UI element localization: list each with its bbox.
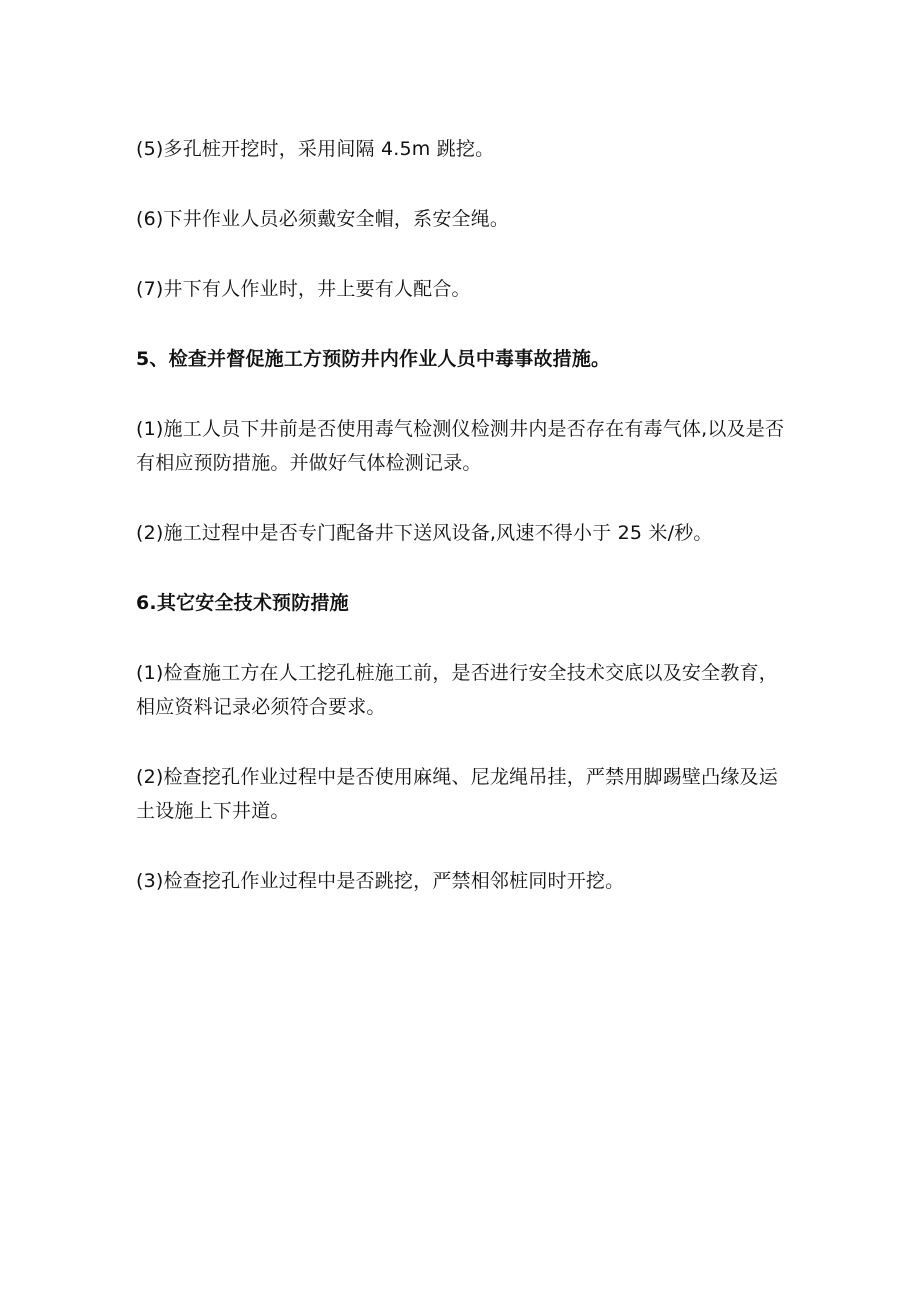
list-item-2-rope-usage: (2)检查挖孔作业过程中是否使用麻绳、尼龙绳吊挂，严禁用脚踢壁凸缘及运土设施上下井道。 (136, 766, 778, 822)
section-heading-5-poisoning-prevention: 5、检查并督促施工方预防井内作业人员中毒事故措施。 (136, 348, 611, 370)
list-item-1-gas-detection: (1)施工人员下井前是否使用毒气检测仪检测井内是否存在有毒气体,以及是否有相应预防措施。并做好气体检测记录。 (136, 418, 785, 474)
list-item-5-staggered-excavation: (5)多孔桩开挖时，采用间隔 4.5m 跳挖。 (136, 138, 495, 160)
document-body (136, 132, 796, 898)
list-item-2-ventilation: (2)施工过程中是否专门配备井下送风设备,风速不得小于 25 米/秒。 (136, 522, 713, 544)
list-item-3-skip-excavation: (3)检查挖孔作业过程中是否跳挖，严禁相邻桩同时开挖。 (136, 870, 625, 892)
list-item-6-safety-helmet: (6)下井作业人员必须戴安全帽，系安全绳。 (136, 208, 510, 230)
section-heading-6-other-measures: 6.其它安全技术预防措施 (136, 592, 349, 614)
list-item-7-surface-coordination: (7)井下有人作业时，井上要有人配合。 (136, 278, 471, 300)
list-item-1-safety-briefing: (1)检查施工方在人工挖孔桩施工前，是否进行安全技术交底以及安全教育，相应资料记录必须符合要求。 (136, 662, 778, 718)
